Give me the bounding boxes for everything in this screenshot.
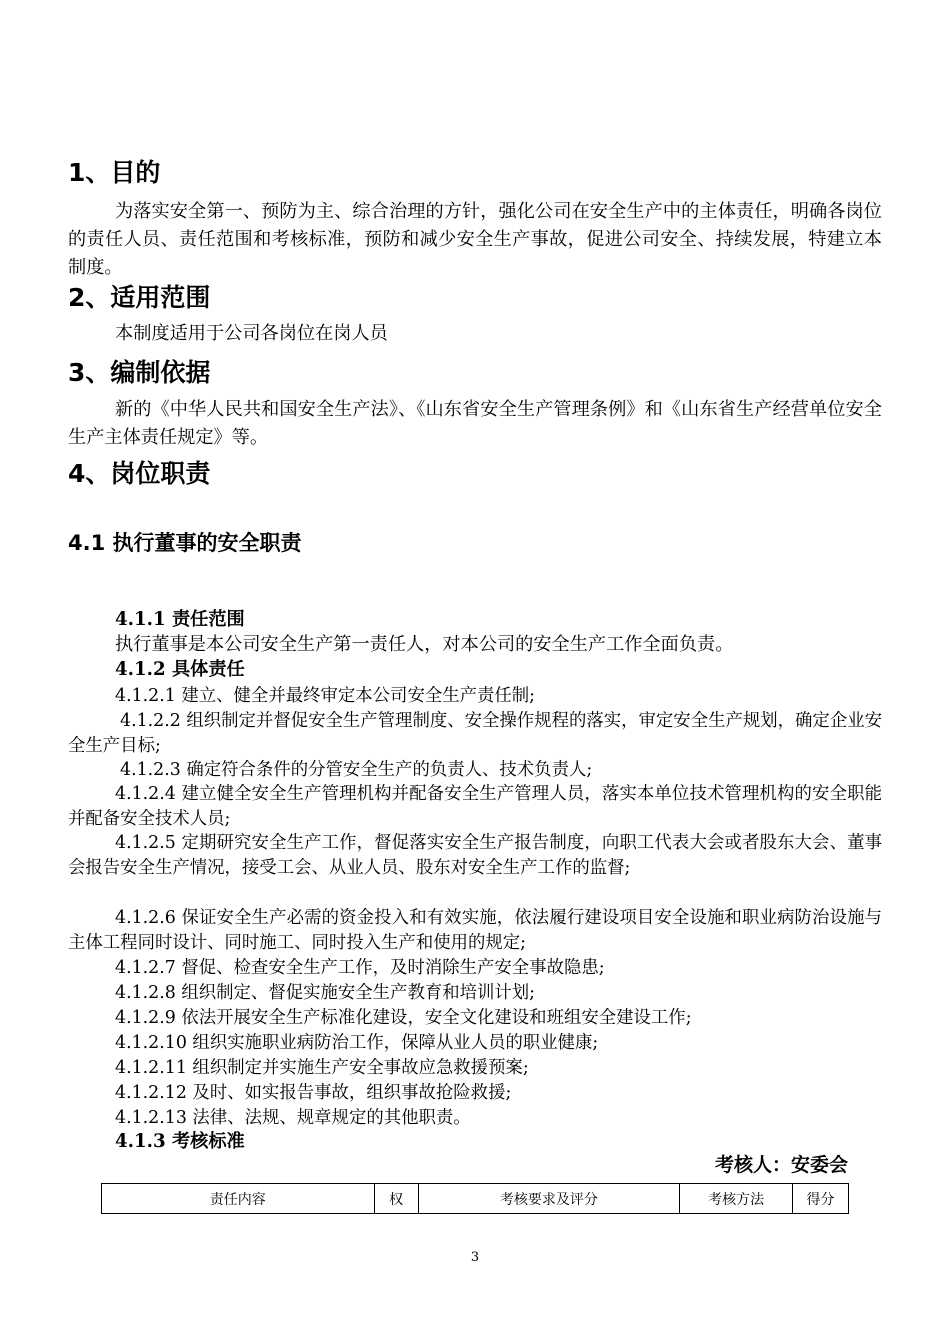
- duty-item: 4.1.2.12 及时、如实报告事故，组织事故抢险救援;: [115, 1083, 512, 1103]
- duty-item: 4.1.2.5 定期研究安全生产工作，督促落实安全生产报告制度，向职工代表大会或者股东大会、董事会报告安全生产情况，接受工会、从业人员、股东对安全生产工作的监督;: [68, 833, 882, 878]
- basis-body: 新的《中华人民共和国安全生产法》、《山东省安全生产管理条例》和《山东省生产经营单位安全生产主体责任规定》等。: [68, 399, 882, 448]
- subheading-scope: 4.1.1 责任范围: [115, 609, 245, 630]
- col-score: 得分: [793, 1184, 849, 1214]
- col-responsibility: 责任内容: [102, 1184, 375, 1214]
- duty-item: 4.1.2.8 组织制定、督促实施安全生产教育和培训计划;: [115, 983, 536, 1003]
- duty-item: 4.1.2.9 依法开展安全生产标准化建设，安全文化建设和班组安全建设工作;: [115, 1008, 692, 1028]
- col-method: 考核方法: [680, 1184, 793, 1214]
- subheading-assessment: 4.1.3 考核标准: [115, 1131, 245, 1152]
- heading-duties: 4、岗位职责: [68, 459, 211, 488]
- purpose-body: 为落实安全第一、预防为主、综合治理的方针，强化公司在安全生产中的主体责任，明确各岗位的责任人员、责任范围和考核标准，预防和减少安全生产事故，促进公司安全、持续发展，特建立本制度。: [68, 201, 882, 278]
- scope-statement: 执行董事是本公司安全生产第一责任人，对本公司的安全生产工作全面负责。: [115, 634, 734, 655]
- table-header-row: [102, 1184, 849, 1214]
- duty-item: 4.1.2.4 建立健全安全生产管理机构并配备安全生产管理人员，落实本单位技术管理机构的安全职能并配备安全技术人员;: [68, 784, 882, 829]
- heading-basis: 3、编制依据: [68, 358, 211, 387]
- duty-item: 4.1.2.11 组织制定并实施生产安全事故应急救援预案;: [115, 1058, 529, 1078]
- duty-item: 4.1.2.2 组织制定并督促安全生产管理制度、安全操作规程的落实，审定安全生产规划，确定企业安全生产目标;: [68, 711, 882, 756]
- col-weight: 权: [374, 1184, 418, 1214]
- heading-director-duties: 4.1 执行董事的安全职责: [68, 531, 302, 555]
- scope-body: 本制度适用于公司各岗位在岗人员: [115, 323, 388, 344]
- subheading-duties: 4.1.2 具体责任: [115, 659, 245, 680]
- duty-item: 4.1.2.13 法律、法规、规章规定的其他职责。: [115, 1108, 471, 1128]
- duty-item: 4.1.2.6 保证安全生产必需的资金投入和有效实施，依法履行建设项目安全设施和职业病防治设施与主体工程同时设计、同时施工、同时投入生产和使用的规定;: [68, 908, 882, 953]
- duty-item: 4.1.2.1 建立、健全并最终审定本公司安全生产责任制;: [115, 686, 536, 706]
- duty-item: 4.1.2.3 确定符合条件的分管安全生产的负责人、技术负责人;: [120, 760, 593, 780]
- col-requirements: 考核要求及评分: [418, 1184, 680, 1214]
- assessment-table: [101, 1183, 849, 1214]
- duty-item: 4.1.2.10 组织实施职业病防治工作，保障从业人员的职业健康;: [115, 1033, 599, 1053]
- page-number: 3: [470, 1250, 480, 1265]
- heading-scope: 2、适用范围: [68, 283, 211, 312]
- assessor-label: 考核人：安委会: [714, 1154, 848, 1176]
- heading-purpose: 1、目的: [68, 158, 161, 187]
- duty-item: 4.1.2.7 督促、检查安全生产工作，及时消除生产安全事故隐患;: [115, 958, 605, 978]
